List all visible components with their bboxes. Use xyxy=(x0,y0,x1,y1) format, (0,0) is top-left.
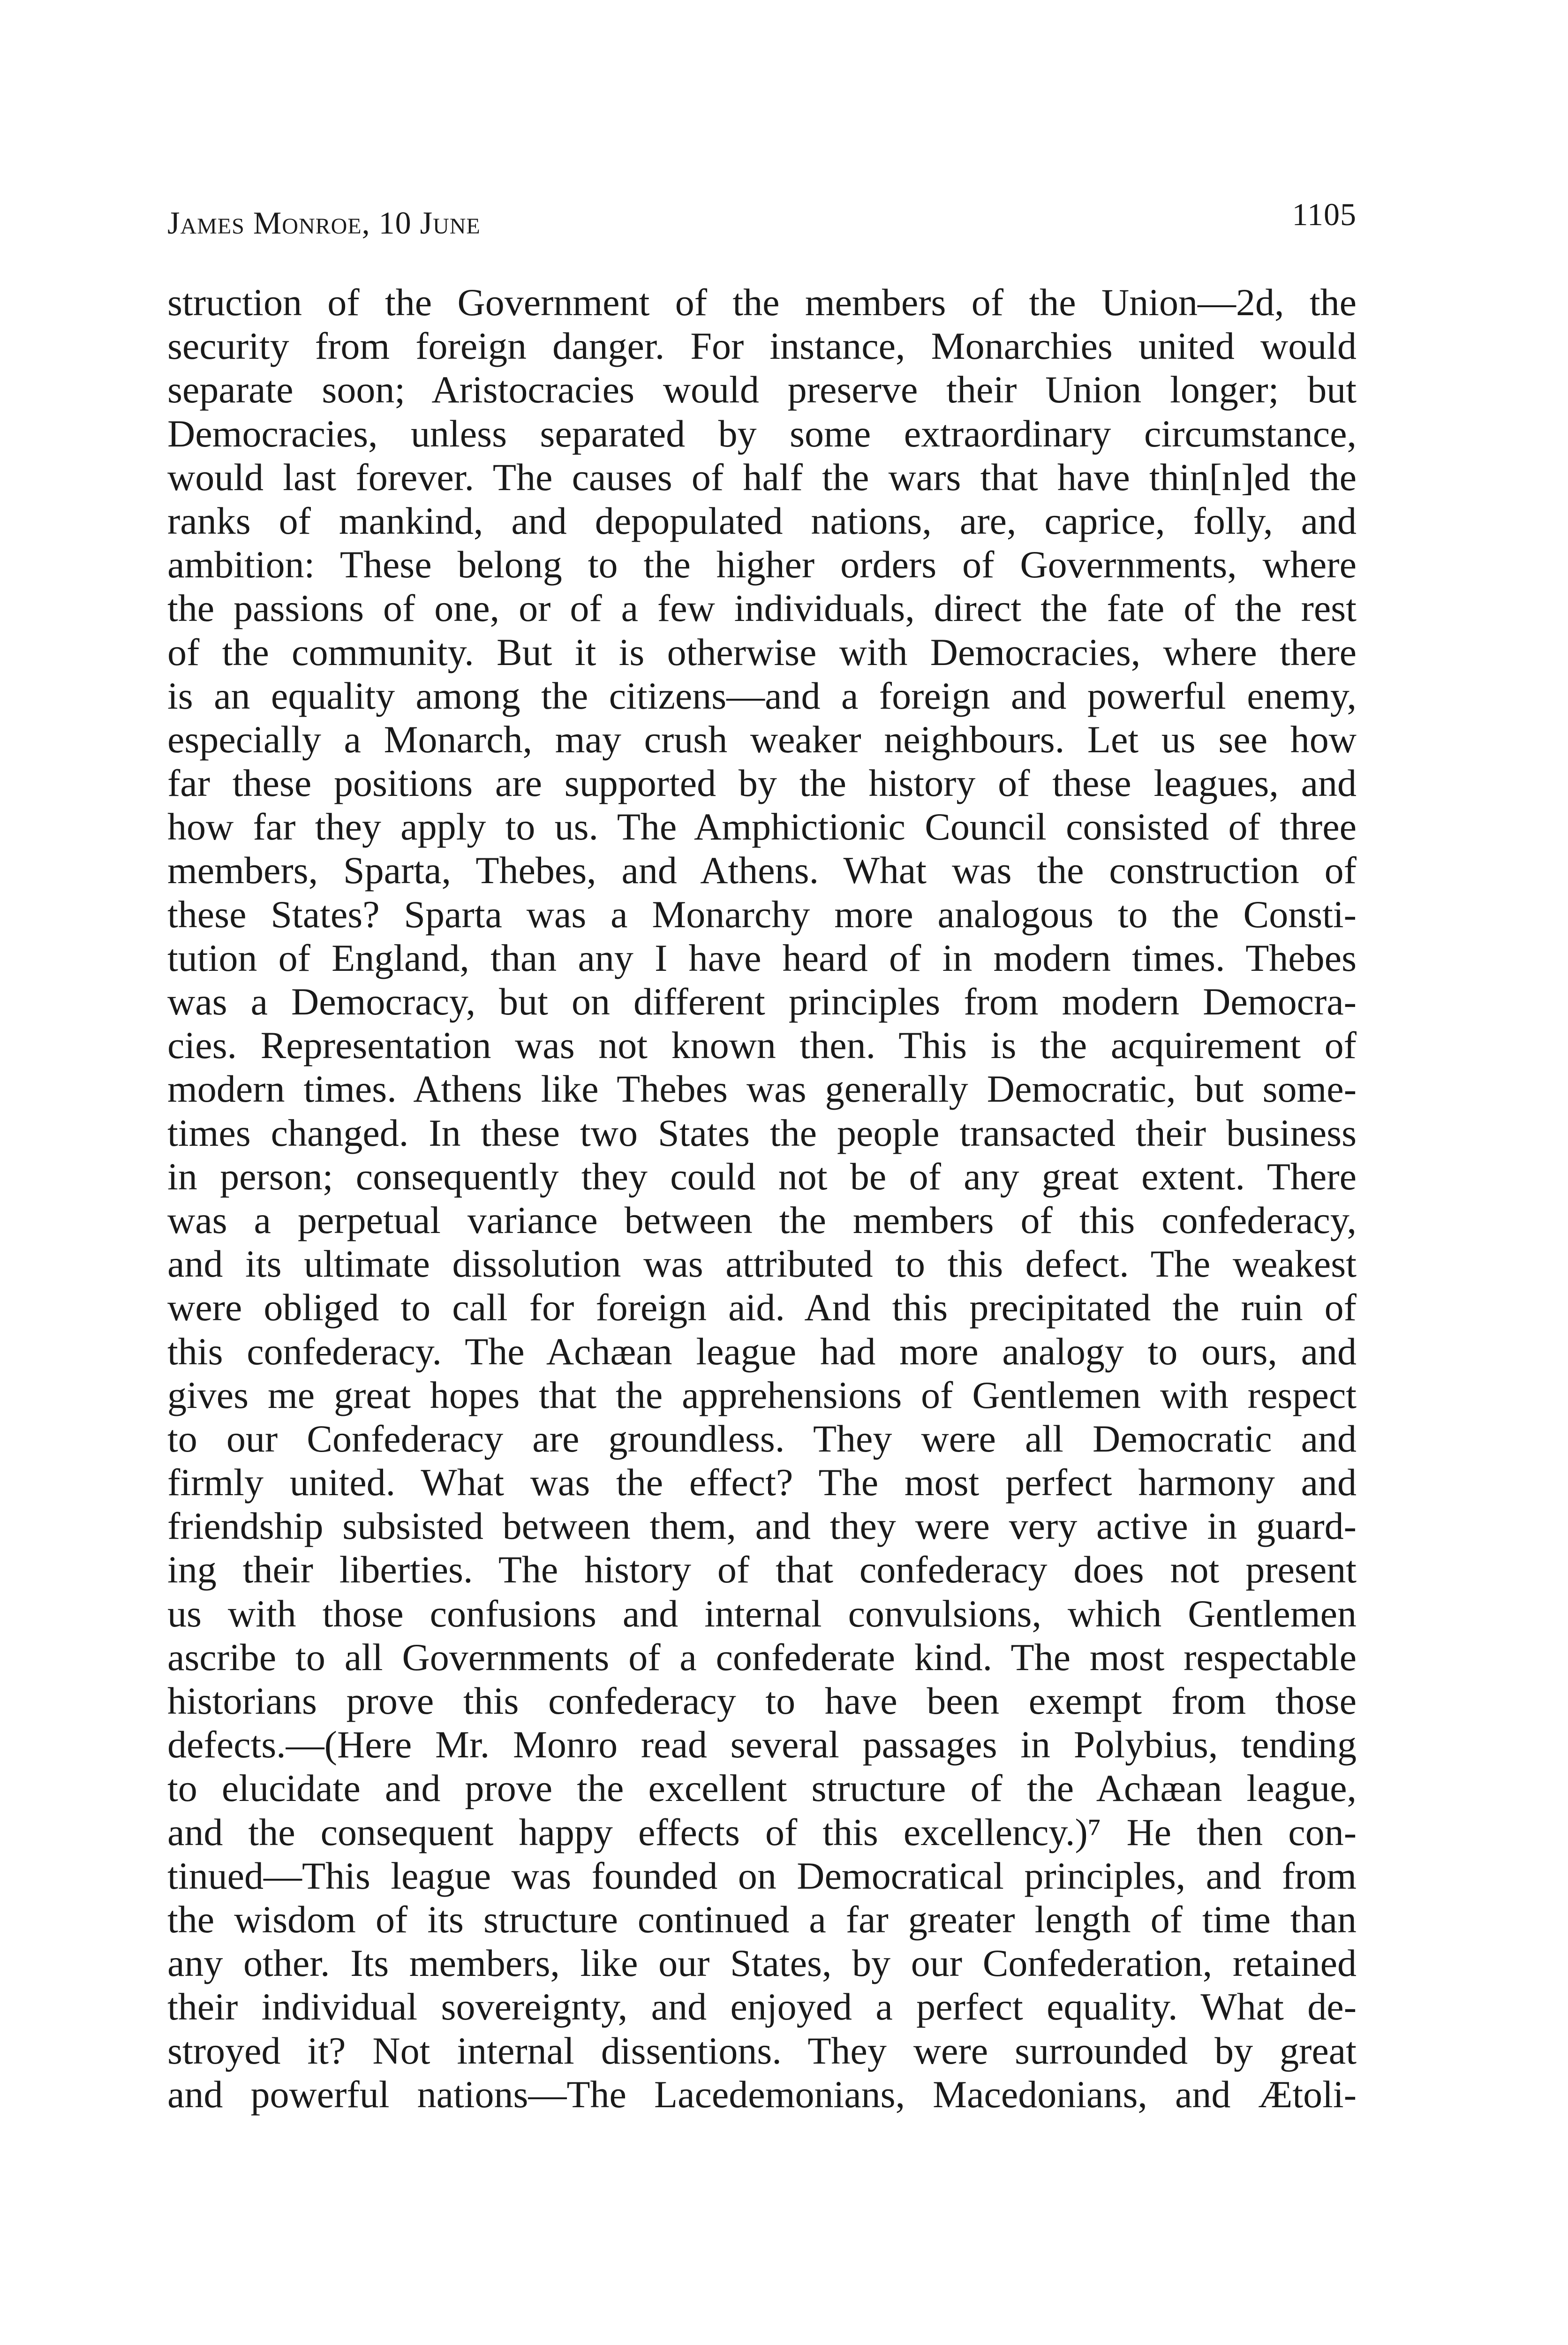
text-line: ing their liberties. The history of that confederacy does not present xyxy=(167,1548,1357,1591)
text-line: these States? Sparta was a Monarchy more analogous to the Consti- xyxy=(167,893,1357,936)
text-line: this confederacy. The Achæan league had more analogy to ours, and xyxy=(167,1330,1357,1373)
running-head-title: James Monroe, 10 June xyxy=(167,205,481,241)
text-line: defects.—(Here Mr. Monro read several passages in Polybius, tending xyxy=(167,1723,1357,1766)
text-line: of the community. But it is otherwise with Democracies, where there xyxy=(167,630,1357,673)
text-line: tinued—This league was founded on Democratical principles, and from xyxy=(167,1854,1357,1897)
text-line: their individual sovereignty, and enjoyed a perfect equality. What de- xyxy=(167,1985,1357,2028)
text-line: to elucidate and prove the excellent structure of the Achæan league, xyxy=(167,1767,1357,1810)
text-line: historians prove this confederacy to have been exempt from those xyxy=(167,1679,1357,1722)
text-line: firmly united. What was the effect? The most perfect harmony and xyxy=(167,1461,1357,1504)
text-line: cies. Representation was not known then. This is the acquirement of xyxy=(167,1024,1357,1067)
running-head xyxy=(167,196,1357,248)
text-line: and its ultimate dissolution was attributed to this defect. The weakest xyxy=(167,1242,1357,1286)
text-line: gives me great hopes that the apprehensions of Gentlemen with respect xyxy=(167,1373,1357,1416)
text-line: any other. Its members, like our States, by our Confederation, retained xyxy=(167,1942,1357,1985)
text-line: security from foreign danger. For instance, Monarchies united would xyxy=(167,325,1357,368)
text-line: the wisdom of its structure continued a far greater length of time than xyxy=(167,1898,1357,1941)
text-line: separate soon; Aristocracies would preserve their Union longer; but xyxy=(167,368,1357,411)
text-line: stroyed it? Not internal dissentions. They were surrounded by great xyxy=(167,2029,1357,2072)
page-number: 1105 xyxy=(1292,197,1357,232)
text-line: was a Democracy, but on different principles from modern Democra- xyxy=(167,980,1357,1023)
text-line: especially a Monarch, may crush weaker neighbours. Let us see how xyxy=(167,718,1357,761)
text-line: tution of England, than any I have heard of in modern times. Thebes xyxy=(167,936,1357,979)
text-line: and powerful nations—The Lacedemonians, Macedonians, and Ætoli- xyxy=(167,2073,1357,2116)
text-line: members, Sparta, Thebes, and Athens. What was the construction of xyxy=(167,849,1357,892)
text-line: Democracies, unless separated by some extraordinary circumstance, xyxy=(167,412,1357,455)
text-line: in person; consequently they could not be of any great extent. There xyxy=(167,1155,1357,1198)
text-line: times changed. In these two States the people transacted their business xyxy=(167,1111,1357,1154)
text-line: would last forever. The causes of half the wars that have thin[n]ed the xyxy=(167,455,1357,499)
body-text xyxy=(167,280,1357,2116)
text-line: friendship subsisted between them, and they were very active in guard- xyxy=(167,1505,1357,1548)
text-line: was a perpetual variance between the members of this confederacy, xyxy=(167,1198,1357,1241)
text-line: ranks of mankind, and depopulated nations, are, caprice, folly, and xyxy=(167,499,1357,542)
text-line: how far they apply to us. The Amphictionic Council consisted of three xyxy=(167,805,1357,848)
text-line: far these positions are supported by the history of these leagues, and xyxy=(167,762,1357,805)
text-line: ambition: These belong to the higher orders of Governments, where xyxy=(167,543,1357,586)
text-line: the passions of one, or of a few individuals, direct the fate of the rest xyxy=(167,587,1357,630)
text-line: struction of the Government of the members of the Union—2d, the xyxy=(167,281,1357,324)
text-line: were obliged to call for foreign aid. And this precipitated the ruin of xyxy=(167,1286,1357,1329)
text-line: to our Confederacy are groundless. They were all Democratic and xyxy=(167,1417,1357,1460)
text-line: and the consequent happy effects of this excellency.)⁷ He then con- xyxy=(167,1810,1357,1853)
text-line: ascribe to all Governments of a confederate kind. The most respectable xyxy=(167,1635,1357,1679)
text-line: modern times. Athens like Thebes was generally Democratic, but some- xyxy=(167,1067,1357,1111)
text-line: is an equality among the citizens—and a foreign and powerful enemy, xyxy=(167,674,1357,717)
text-line: us with those confusions and internal convulsions, which Gentlemen xyxy=(167,1592,1357,1635)
